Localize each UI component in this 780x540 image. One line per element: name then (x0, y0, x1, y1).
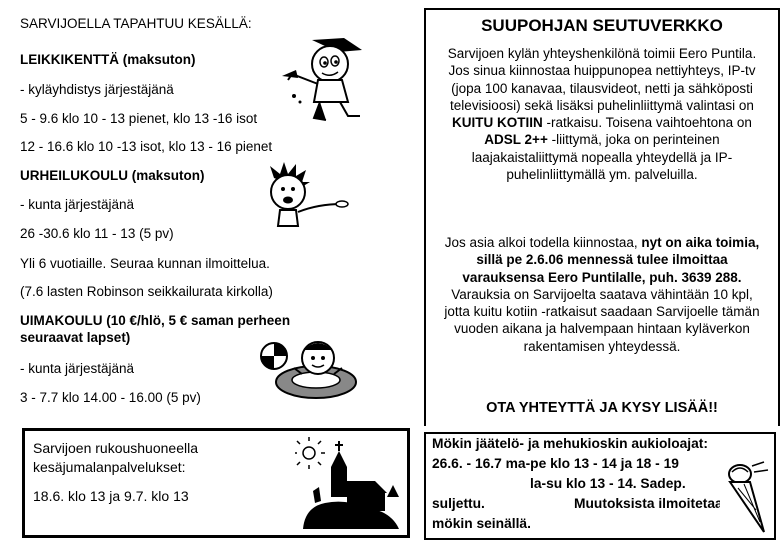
network-paragraph-2: Jos asia alkoi todella kiinnostaa, nyt on aika toimia, sillä pe 2.6.06 mennessä tulee ilmoittaa varauksensa Eero Puntilalle, puh. 3639 288. Varauksia on Sarvijoelta saatava vähintään 10 kpl, jotta kuitu kotiin -ratkaisut saadaan Sarvijoelle tämän vuoden aikana ja halvempaan hintaan kyläverkon rakentamisen yhteydessä. (444, 235, 760, 354)
sports-title: URHEILUKOULU (maksuton) (20, 168, 205, 183)
swimming-title-1: UIMAKOULU (10 €/hlö, 5 € saman perheen (20, 313, 291, 328)
playground-organizer: - kyläyhdistys järjestäjänä (20, 82, 174, 97)
sports-note-1: Yli 6 vuotiaille. Seuraa kunnan ilmoittelua. (20, 256, 270, 271)
network-paragraph-1: Sarvijoen kylän yhteyshenkilönä toimii Eero Puntila. Jos sinua kiinnostaa huippunopea nettiyhteys, IP-tv (jopa 100 kanavaa, tilausvideot, netti ja sähköposti televisioosi) sekä lisäksi puhelinliittymä valintasi on KUITU KOTIIN -ratkaisu. Toisena vaihtoehtona on ADSL 2++ -liittymä, joka on perinteinen laajakaistaliittymä nopealla yhteydellä ja IP-puhelinliittymällä ym. palveluilla. (447, 46, 757, 183)
swimming-organizer: - kunta järjestäjänä (20, 361, 135, 376)
swimming-schedule: 3 - 7.7 klo 14.00 - 16.00 (5 pv) (20, 390, 201, 405)
sports-child-illustration (256, 162, 352, 230)
playground-schedule-2: 12 - 16.6 klo 10 -13 isot, klo 13 - 16 pienet (20, 139, 273, 154)
kiosk-wall-note: mökin seinällä. (432, 516, 531, 531)
kiosk-hours-weekdays: 26.6. - 16.7 ma-pe klo 13 - 14 ja 18 - 19 (432, 456, 679, 471)
playground-child-illustration (278, 36, 368, 122)
chapel-notice (22, 428, 410, 538)
chapel-dates: 18.6. klo 13 ja 9.7. klo 13 (33, 488, 189, 504)
swimming-child-illustration (258, 328, 362, 404)
network-call-to-action: OTA YHTEYTTÄ JA KYSY LISÄÄ!! (486, 400, 718, 416)
page-heading: SARVIJOELLA TAPAHTUU KESÄLLÄ: (20, 16, 252, 31)
sports-schedule: 26 -30.6 klo 11 - 13 (5 pv) (20, 226, 174, 241)
swimming-title-2: seuraavat lapset) (20, 330, 131, 345)
kiosk-hours-weekend: la-su klo 13 - 14. Sadep. (530, 476, 686, 491)
kiosk-notice (424, 432, 776, 540)
chapel-line-1: Sarvijoen rukoushuoneella (33, 440, 198, 456)
kiosk-rain-closed: suljettu. (432, 496, 485, 511)
sports-organizer: - kunta järjestäjänä (20, 197, 135, 212)
chapel-line-2: kesäjumalanpalvelukset: (33, 459, 186, 475)
playground-title: LEIKKIKENTTÄ (maksuton) (20, 52, 196, 67)
sports-note-2: (7.6 lasten Robinson seikkailurata kirkolla) (20, 284, 273, 299)
kiosk-changes-note: Muutoksista ilmoitetaan (574, 496, 732, 511)
ice-cream-icon (720, 460, 774, 538)
chapel-icon (295, 437, 405, 535)
playground-schedule-1: 5 - 9.6 klo 10 - 13 pienet, klo 13 -16 isot (20, 111, 258, 126)
network-section (424, 8, 780, 426)
kiosk-title: Mökin jäätelö- ja mehukioskin aukioloajat: (432, 436, 708, 451)
network-title: SUUPOHJAN SEUTUVERKKO (481, 16, 723, 35)
